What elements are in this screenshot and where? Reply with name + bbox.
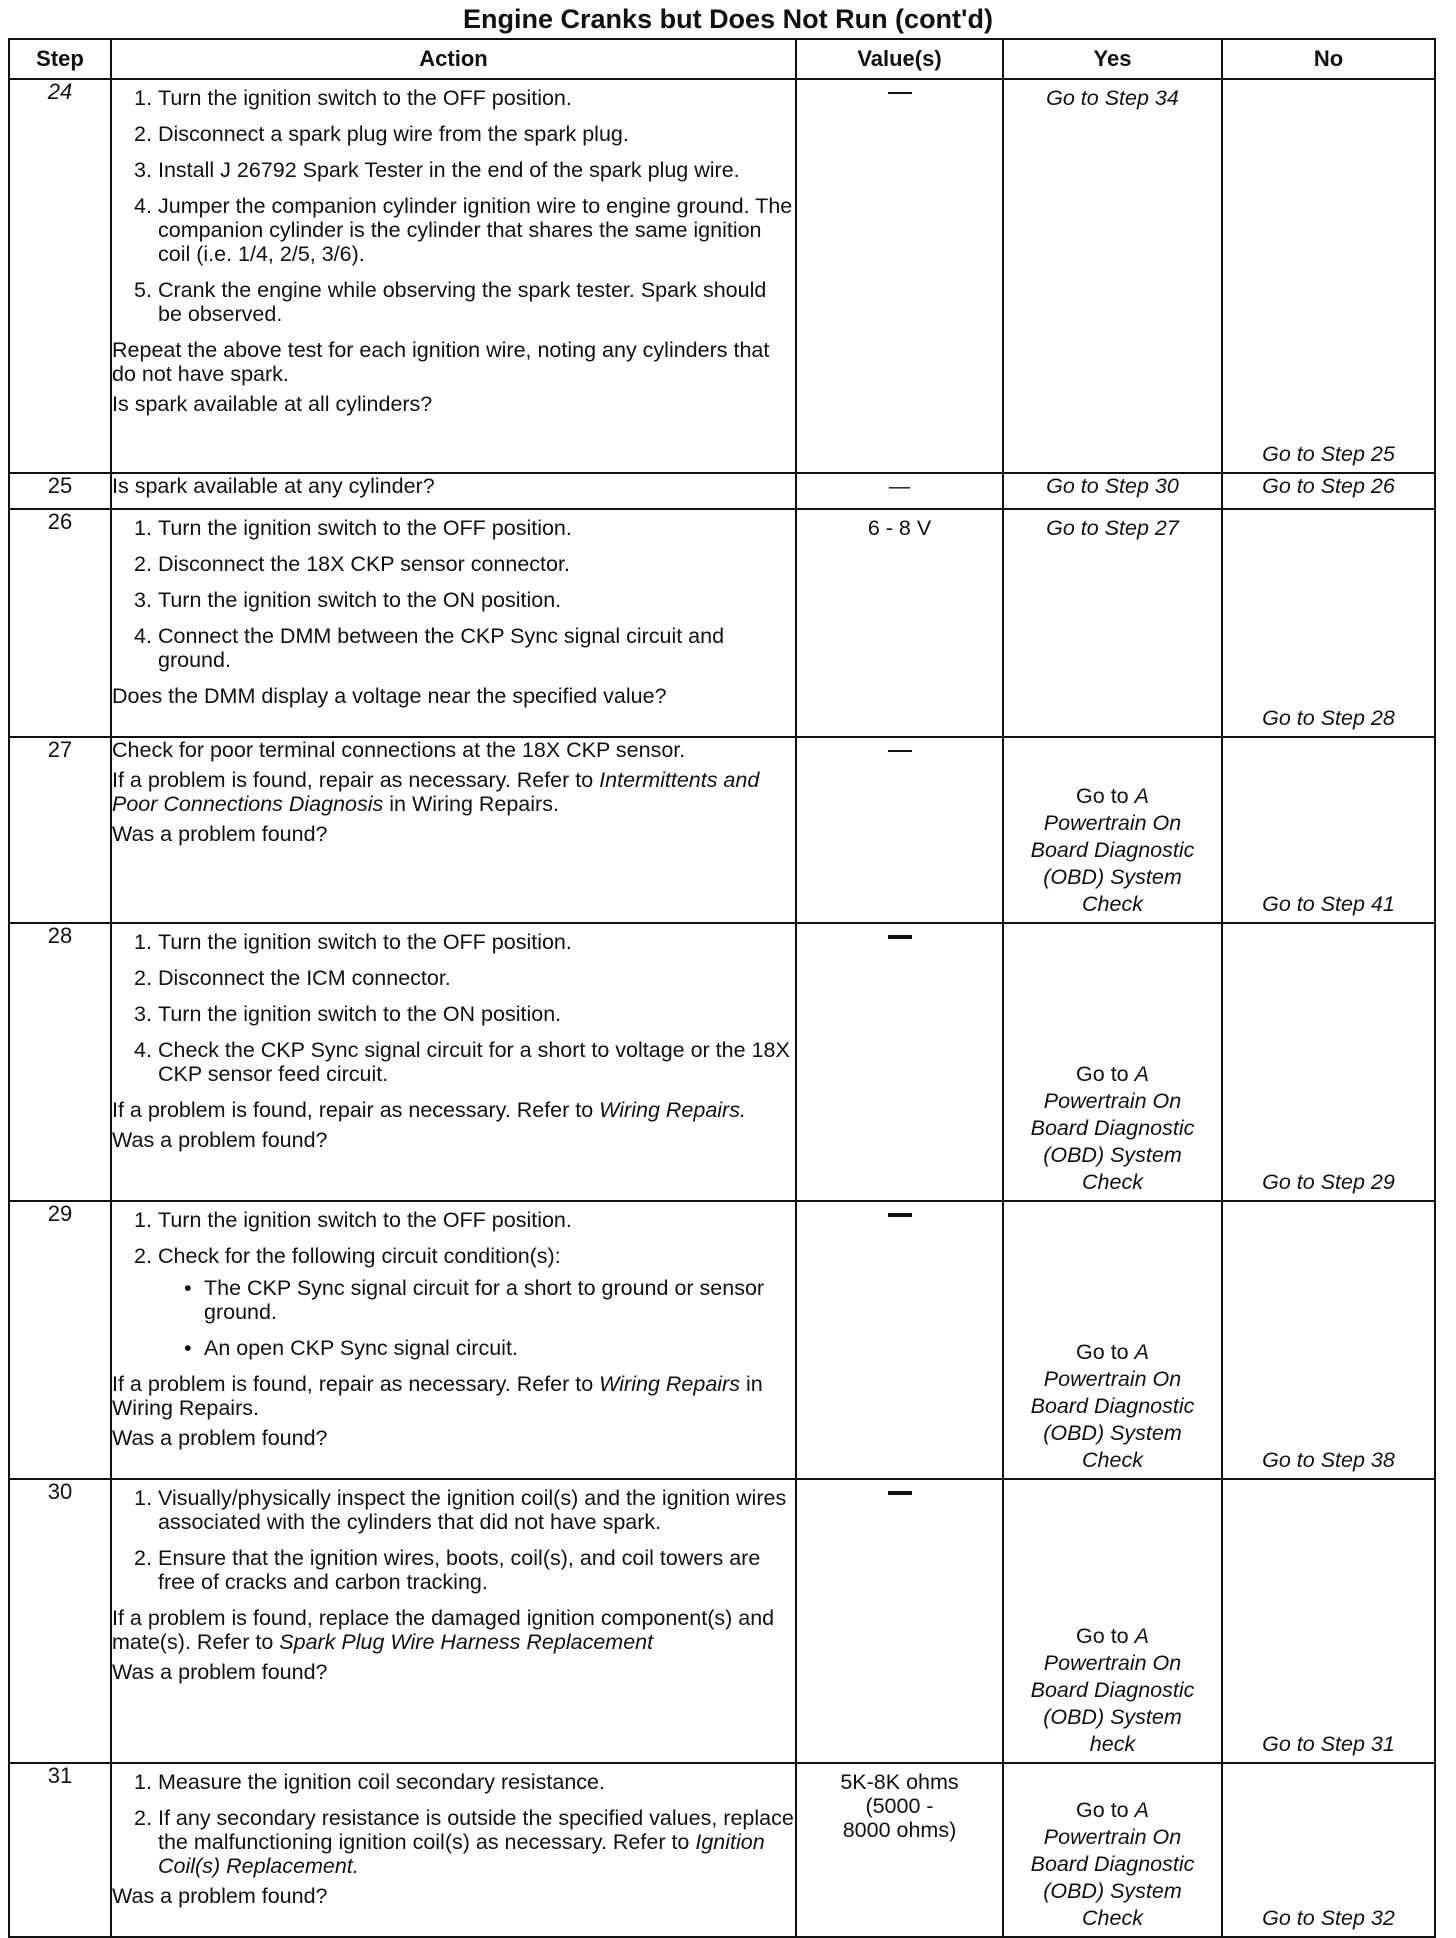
list-item: 1. Turn the ignition switch to the OFF position. — [134, 516, 572, 540]
yes-cell — [1003, 737, 1222, 923]
reference-link[interactable]: Wiring Repairs. — [599, 1098, 746, 1122]
action-refer: If a problem is found, repair as necessary. Refer to Intermittents and Poor Connections Diagnosis in Wiring Repairs. — [112, 768, 760, 816]
action-steps-list — [112, 516, 795, 672]
value-cell — [796, 79, 1003, 473]
no-link[interactable]: Go to Step 26 — [1262, 474, 1395, 498]
value-cell — [796, 1201, 1003, 1479]
action-question: Was a problem found? — [112, 1426, 328, 1450]
list-item: 1. Turn the ignition switch to the OFF position. — [134, 930, 572, 954]
action-steps-list — [112, 1486, 795, 1594]
yes-link[interactable]: Go to Step 27 — [1046, 516, 1179, 540]
column-header-action: Action — [111, 39, 796, 79]
no-cell — [1222, 1479, 1435, 1763]
list-item: 1. Turn the ignition switch to the OFF position. — [134, 86, 572, 110]
column-header-yes: Yes — [1003, 39, 1222, 79]
list-item: 1. Turn the ignition switch to the OFF position. — [134, 1208, 572, 1232]
list-item: 2. Disconnect the 18X CKP sensor connector. — [134, 552, 570, 576]
action-steps-list — [112, 1208, 795, 1268]
yes-cell — [1003, 79, 1222, 473]
yes-cell — [1003, 473, 1222, 509]
action-cell — [111, 1763, 796, 1937]
list-item: • An open CKP Sync signal circuit. — [184, 1336, 518, 1360]
no-link[interactable]: Go to Step 29 — [1262, 1170, 1395, 1194]
step-number: 28 — [9, 923, 111, 1201]
no-link[interactable]: Go to Step 32 — [1262, 1906, 1395, 1930]
table-row — [9, 79, 1435, 473]
column-header-no: No — [1222, 39, 1435, 79]
action-steps-list — [112, 1770, 795, 1878]
value-cell: 5K-8K ohms (5000 - 8000 ohms) — [796, 1763, 1003, 1937]
value-cell — [796, 1479, 1003, 1763]
action-check: Check for poor terminal connections at the 18X CKP sensor. — [112, 738, 686, 762]
action-refer: If a problem is found, replace the damaged ignition component(s) and mate(s). Refer to Spark Plug Wire Harness Replacement — [112, 1606, 775, 1654]
step-number: 29 — [9, 1201, 111, 1479]
yes-link[interactable]: Go to Step 30 — [1046, 474, 1179, 498]
no-link[interactable]: Go to Step 31 — [1262, 1732, 1395, 1756]
no-cell — [1222, 737, 1435, 923]
action-question: Is spark available at all cylinders? — [112, 392, 433, 416]
action-cell — [111, 923, 796, 1201]
list-item: 3. Turn the ignition switch to the ON position. — [134, 588, 562, 612]
list-item: 4. Check the CKP Sync signal circuit for a short to voltage or the 18X CKP sensor feed circuit. — [134, 1038, 790, 1086]
step-number: 25 — [9, 473, 111, 509]
table-row — [9, 473, 1435, 509]
action-question: Does the DMM display a voltage near the specified value? — [112, 684, 667, 708]
step-number: 30 — [9, 1479, 111, 1763]
reference-link[interactable]: Ignition Coil(s) Replacement. — [158, 1830, 765, 1878]
value-cell: 6 - 8 V — [796, 509, 1003, 737]
action-cell — [111, 473, 796, 509]
page-title: Engine Cranks but Does Not Run (cont'd) — [463, 4, 993, 34]
action-cell — [111, 79, 796, 473]
action-question: Was a problem found? — [112, 822, 328, 846]
list-item: 2. Disconnect the ICM connector. — [134, 966, 451, 990]
action-cell — [111, 737, 796, 923]
action-question: Was a problem found? — [112, 1128, 328, 1152]
action-question: Was a problem found? — [112, 1884, 328, 1908]
list-item: 4. Connect the DMM between the CKP Sync signal circuit and ground. — [134, 624, 725, 672]
yes-cell — [1003, 923, 1222, 1201]
no-cell — [1222, 1763, 1435, 1937]
action-steps-list — [112, 930, 795, 1086]
action-refer: If a problem is found, repair as necessary. Refer to Wiring Repairs. — [112, 1098, 746, 1122]
step-number: 27 — [9, 737, 111, 923]
no-cell — [1222, 1201, 1435, 1479]
diagnostic-table — [8, 38, 1436, 1938]
no-link[interactable]: Go to Step 41 — [1262, 892, 1395, 916]
list-item: 2. If any secondary resistance is outside the specified values, replace the malfunctioning ignition coil(s) as necessary. Refer to Ignition Coil(s) Replacement. — [134, 1806, 794, 1878]
table-row — [9, 1201, 1435, 1479]
action-cell — [111, 1201, 796, 1479]
obd-check-link[interactable]: Go to A Powertrain On Board Diagnostic (OBD) System Check — [1030, 784, 1195, 916]
yes-cell — [1003, 1201, 1222, 1479]
list-item: 1. Measure the ignition coil secondary resistance. — [134, 1770, 605, 1794]
column-header-step: Step — [9, 39, 111, 79]
action-question: Was a problem found? — [112, 1660, 328, 1684]
list-item: 4. Jumper the companion cylinder ignition wire to engine ground. The companion cylinder is the cylinder that shares the same ignition coil (i.e. 1/4, 2/5, 3/6). — [134, 194, 793, 266]
action-cell — [111, 1479, 796, 1763]
table-header-row — [9, 39, 1435, 79]
table-row — [9, 923, 1435, 1201]
value-cell — [796, 923, 1003, 1201]
list-item: 3. Turn the ignition switch to the ON position. — [134, 1002, 562, 1026]
reference-link[interactable]: Intermittents and Poor Connections Diagnosis — [112, 768, 760, 816]
no-cell — [1222, 473, 1435, 509]
list-item: 1. Visually/physically inspect the ignition coil(s) and the ignition wires associated with the cylinders that did not have spark. — [134, 1486, 787, 1534]
list-item: 2. Disconnect a spark plug wire from the spark plug. — [134, 122, 629, 146]
action-question: Is spark available at any cylinder? — [112, 474, 435, 498]
obd-check-link[interactable]: Go to A Powertrain On Board Diagnostic (OBD) System heck — [1030, 1624, 1195, 1756]
condition-bullet-list — [112, 1276, 795, 1360]
value-cell — [796, 737, 1003, 923]
list-item: 2. Ensure that the ignition wires, boots, coil(s), and coil towers are free of cracks and carbon tracking. — [134, 1546, 761, 1594]
action-steps-list — [112, 86, 795, 326]
no-cell — [1222, 79, 1435, 473]
no-link[interactable]: Go to Step 28 — [1262, 706, 1395, 730]
obd-check-link[interactable]: Go to A Powertrain On Board Diagnostic (OBD) System Check — [1030, 1798, 1195, 1930]
value-cell: — — [796, 473, 1003, 509]
list-item: • The CKP Sync signal circuit for a short to ground or sensor ground. — [184, 1276, 765, 1324]
dash-mark — [888, 1213, 912, 1217]
action-cell — [111, 509, 796, 737]
list-item: 2. Check for the following circuit condition(s): — [134, 1244, 561, 1268]
list-item: 3. Install J 26792 Spark Tester in the end of the spark plug wire. — [134, 158, 740, 182]
table-row — [9, 1763, 1435, 1937]
table-row — [9, 737, 1435, 923]
no-link[interactable]: Go to Step 38 — [1262, 1448, 1395, 1472]
step-number: 26 — [9, 509, 111, 737]
step-number: 31 — [9, 1763, 111, 1937]
reference-link[interactable]: Wiring Repairs — [599, 1372, 740, 1396]
list-item: 5. Crank the engine while observing the spark tester. Spark should be observed. — [134, 278, 767, 326]
obd-check-link[interactable]: Go to A Powertrain On Board Diagnostic (OBD) System Check — [1030, 1340, 1195, 1472]
dash-mark — [888, 92, 912, 94]
yes-cell — [1003, 509, 1222, 737]
column-header-values: Value(s) — [796, 39, 1003, 79]
yes-link[interactable]: Go to Step 34 — [1046, 86, 1179, 110]
yes-cell — [1003, 1479, 1222, 1763]
no-cell — [1222, 923, 1435, 1201]
dash-mark — [888, 935, 912, 939]
dash-mark — [888, 1491, 912, 1495]
obd-check-link[interactable]: Go to A Powertrain On Board Diagnostic (OBD) System Check — [1030, 1062, 1195, 1194]
step-number: 24 — [9, 79, 111, 473]
no-link[interactable]: Go to Step 25 — [1262, 442, 1395, 466]
action-refer: If a problem is found, repair as necessary. Refer to Wiring Repairs in Wiring Repairs. — [112, 1372, 763, 1420]
action-note: Repeat the above test for each ignition wire, noting any cylinders that do not have spark. — [112, 338, 770, 386]
reference-link[interactable]: Spark Plug Wire Harness Replacement — [279, 1630, 654, 1654]
no-cell — [1222, 509, 1435, 737]
dash-mark — [888, 750, 912, 752]
yes-cell — [1003, 1763, 1222, 1937]
table-row — [9, 1479, 1435, 1763]
table-row — [9, 509, 1435, 737]
